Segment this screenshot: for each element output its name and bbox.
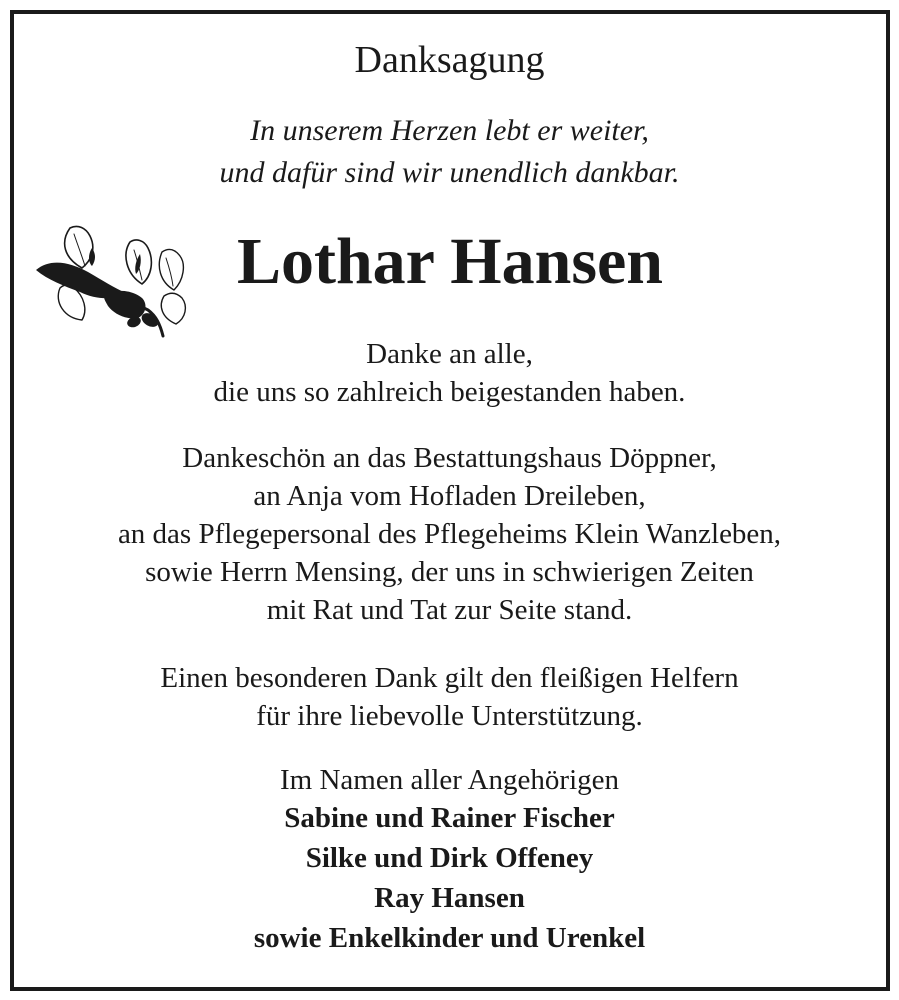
thanks-helpers-line-1: Einen besonderen Dank gilt den fleißigen Helfern [160,662,739,694]
thanks-specific-line-2: an Anja vom Hofladen Dreileben, [253,480,646,512]
thanks-specific-line-5: mit Rat und Tat zur Seite stand. [266,594,633,626]
thanks-specific-line-4: sowie Herrn Mensing, der uns in schwierigen Zeiten [145,556,754,588]
motto-line-2: und dafür sind wir unendlich dankbar. [219,156,680,189]
signoff-intro: Im Namen aller Angehörigen [279,764,620,796]
thanks-helpers-line-2: für ihre liebevolle Unterstützung. [256,700,643,732]
signer-line-2: Silke und Dirk Offeney [305,842,594,874]
deceased-name: Lothar Hansen [236,225,664,298]
signer-line-3: Ray Hansen [374,882,525,914]
thanks-general-line-2: die uns so zahlreich beigestanden haben. [213,376,686,408]
thanks-specific-line-1: Dankeschön an das Bestattungshaus Döppner, [182,442,717,474]
notice-title: Danksagung [354,39,545,81]
thanks-general-line-1: Danke an alle, [366,338,533,370]
thanks-specific-line-3: an das Pflegepersonal des Pflegeheims Klein Wanzleben, [117,518,782,550]
signer-line-1: Sabine und Rainer Fischer [284,802,615,834]
signer-line-4: sowie Enkelkinder und Urenkel [253,922,646,954]
motto-line-1: In unserem Herzen lebt er weiter, [250,114,649,147]
